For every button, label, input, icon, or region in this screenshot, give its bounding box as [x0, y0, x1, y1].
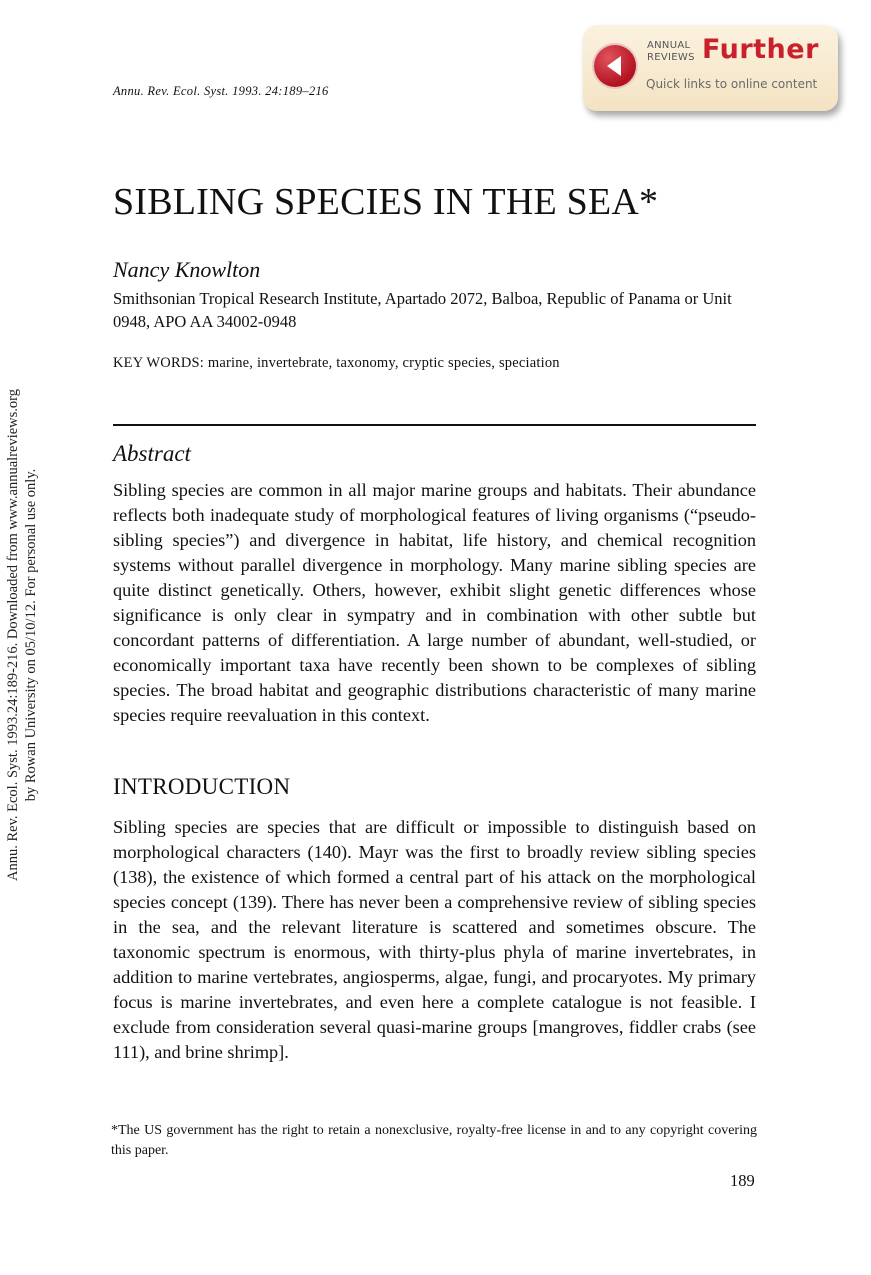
footnote: *The US government has the right to retain a nonexclusive, royalty-free license in and to any copyright covering this paper. — [111, 1123, 757, 1158]
annual-reviews-further-badge[interactable] — [583, 25, 838, 111]
article-title: SIBLING SPECIES IN THE SEA* — [113, 181, 659, 223]
badge-annual-label: ANNUAL — [647, 40, 691, 51]
watermark-line-1: Annu. Rev. Ecol. Syst. 1993.24:189-216. Downloaded from www.annualreviews.org — [5, 389, 21, 881]
abstract-heading: Abstract — [113, 441, 191, 466]
badge-subtitle: Quick links to online content — [646, 77, 818, 91]
introduction-text: Sibling species are species that are difficult or impossible to distinguish based on morphological characters (140). Mayr was the first to broadly review sibling species (138), the existence of which formed a central part of his attack on the morphological species concept (139). There has never been a comprehensive review of sibling species in the sea, and the relevant literature is scattered and sometimes obscure. The taxonomic spectrum is enormous, with thirty-plus phyla of marine invertebrates, in addition to marine vertebrates, angiosperms, algae, fungi, and procaryotes. My primary focus is marine invertebrates, and even here a complete catalogue is not feasible. I exclude from consideration several quasi-marine groups [mangroves, fiddler crabs (see 111), and brine shrimp]. — [113, 817, 756, 1062]
badge-annual-reviews-label — [647, 40, 695, 64]
keywords: KEY WORDS: marine, invertebrate, taxonomy, cryptic species, speciation — [113, 355, 560, 371]
introduction-heading: INTRODUCTION — [113, 774, 291, 799]
section-divider — [113, 424, 756, 426]
abstract-text: Sibling species are common in all major marine groups and habitats. Their abundance reflects both inadequate study of morphological features of living organisms (“pseudo-sibling species”) and divergence in habitat, life history, and chemical recognition systems without parallel divergence in morphology. Many marine sibling species are quite distinct genetically. Others, however, exhibit slight genetic differences whose significance is only clear in sympatry and in combination with other subtle but concordant patterns of differentiation. A large number of abundant, well-studied, or economically important taxa have recently been shown to be complexes of sibling species. The broad habitat and geographic distributions characteristic of many marine species require reevaluation in this context. — [113, 480, 756, 725]
author-name: Nancy Knowlton — [113, 257, 261, 282]
badge-reviews-label: REVIEWS — [647, 52, 695, 63]
play-back-icon[interactable] — [594, 45, 636, 87]
page-number: 189 — [730, 1171, 755, 1190]
badge-further-label: Further — [702, 34, 819, 65]
author-affiliation: Smithsonian Tropical Research Institute, Apartado 2072, Balboa, Republic of Panama or Unit 0948, APO AA 34002-0948 — [113, 289, 732, 331]
watermark-line-2: by Rowan University on 05/10/12. For personal use only. — [23, 468, 39, 802]
journal-reference: Annu. Rev. Ecol. Syst. 1993. 24:189–216 — [113, 84, 329, 98]
